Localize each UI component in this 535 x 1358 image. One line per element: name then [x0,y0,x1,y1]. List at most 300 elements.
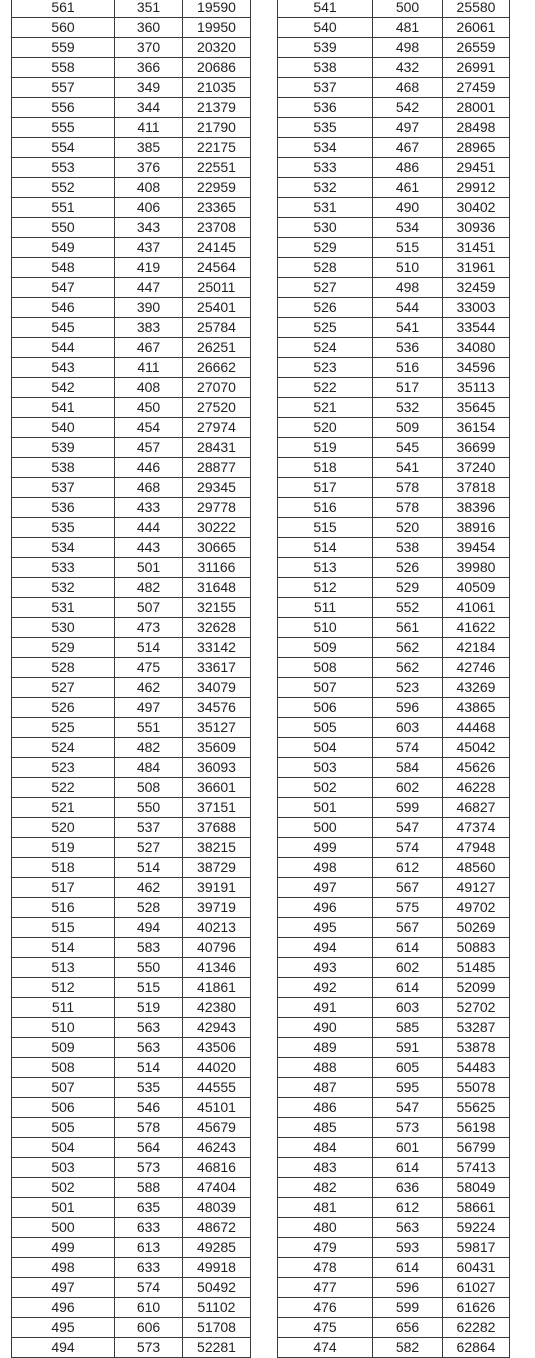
right-count-cell: 578 [373,478,443,498]
left-score-cell: 516 [12,898,115,918]
right-count-cell: 591 [373,1038,443,1058]
left-cumulative-cell: 27520 [183,398,251,418]
right-cumulative-cell: 50883 [443,938,510,958]
table-row [278,1038,510,1058]
table-row [278,478,510,498]
right-cumulative-cell: 48560 [443,858,510,878]
right-count-cell: 562 [373,658,443,678]
left-count-cell: 583 [115,938,183,958]
table-row [278,498,510,518]
right-count-cell: 467 [373,138,443,158]
right-cumulative-cell: 59224 [443,1218,510,1238]
right-count-cell: 562 [373,638,443,658]
left-cumulative-cell: 39191 [183,878,251,898]
table-row [278,1318,510,1338]
right-score-cell: 479 [278,1238,373,1258]
right-score-cell: 540 [278,18,373,38]
left-count-cell: 343 [115,218,183,238]
table-row [278,958,510,978]
table-row [12,18,251,38]
right-cumulative-cell: 30402 [443,198,510,218]
left-cumulative-cell: 24145 [183,238,251,258]
left-count-cell: 419 [115,258,183,278]
score-table-right-body [278,0,510,1358]
table-row [278,918,510,938]
left-score-cell: 541 [12,398,115,418]
right-score-cell: 482 [278,1178,373,1198]
right-cumulative-cell: 31961 [443,258,510,278]
right-cumulative-cell: 38916 [443,518,510,538]
left-score-cell: 560 [12,18,115,38]
left-score-cell: 557 [12,78,115,98]
left-count-cell: 610 [115,1298,183,1318]
left-score-cell: 523 [12,758,115,778]
left-cumulative-cell: 40213 [183,918,251,938]
right-count-cell: 498 [373,38,443,58]
left-cumulative-cell: 27974 [183,418,251,438]
left-cumulative-cell: 28431 [183,438,251,458]
left-count-cell: 351 [115,0,183,18]
left-count-cell: 514 [115,1058,183,1078]
left-score-cell: 538 [12,458,115,478]
right-score-cell: 513 [278,558,373,578]
left-score-cell: 535 [12,518,115,538]
right-score-cell: 504 [278,738,373,758]
table-row [278,278,510,298]
left-count-cell: 482 [115,578,183,598]
left-score-cell: 530 [12,618,115,638]
right-cumulative-cell: 42184 [443,638,510,658]
left-cumulative-cell: 48039 [183,1198,251,1218]
right-count-cell: 599 [373,798,443,818]
right-count-cell: 574 [373,738,443,758]
table-row [12,958,251,978]
left-count-cell: 497 [115,698,183,718]
left-score-cell: 517 [12,878,115,898]
right-count-cell: 603 [373,718,443,738]
left-cumulative-cell: 48672 [183,1218,251,1238]
left-count-cell: 454 [115,418,183,438]
left-score-cell: 552 [12,178,115,198]
left-count-cell: 450 [115,398,183,418]
table-row [12,398,251,418]
left-count-cell: 563 [115,1038,183,1058]
left-count-cell: 633 [115,1218,183,1238]
right-cumulative-cell: 26061 [443,18,510,38]
left-cumulative-cell: 37688 [183,818,251,838]
table-row [278,1158,510,1178]
left-cumulative-cell: 31648 [183,578,251,598]
left-cumulative-cell: 22959 [183,178,251,198]
left-cumulative-cell: 41861 [183,978,251,998]
right-score-cell: 516 [278,498,373,518]
left-score-cell: 544 [12,338,115,358]
right-count-cell: 552 [373,598,443,618]
left-cumulative-cell: 44020 [183,1058,251,1078]
table-row [12,38,251,58]
right-score-cell: 507 [278,678,373,698]
left-count-cell: 606 [115,1318,183,1338]
right-cumulative-cell: 45626 [443,758,510,778]
right-score-cell: 491 [278,998,373,1018]
right-count-cell: 490 [373,198,443,218]
right-cumulative-cell: 35645 [443,398,510,418]
table-row [278,1138,510,1158]
right-cumulative-cell: 43269 [443,678,510,698]
left-count-cell: 514 [115,858,183,878]
table-row [12,618,251,638]
right-score-cell: 528 [278,258,373,278]
left-score-cell: 505 [12,1118,115,1138]
table-row [278,1238,510,1258]
left-count-cell: 408 [115,378,183,398]
right-count-cell: 510 [373,258,443,278]
table-row [12,0,251,18]
right-cumulative-cell: 35113 [443,378,510,398]
right-count-cell: 656 [373,1318,443,1338]
left-cumulative-cell: 26662 [183,358,251,378]
right-cumulative-cell: 34596 [443,358,510,378]
table-row [278,538,510,558]
left-count-cell: 507 [115,598,183,618]
right-score-cell: 484 [278,1138,373,1158]
right-cumulative-cell: 33544 [443,318,510,338]
table-row [12,338,251,358]
left-score-cell: 543 [12,358,115,378]
right-count-cell: 541 [373,318,443,338]
left-count-cell: 574 [115,1278,183,1298]
right-cumulative-cell: 40509 [443,578,510,598]
left-score-cell: 559 [12,38,115,58]
left-count-cell: 468 [115,478,183,498]
left-cumulative-cell: 38215 [183,838,251,858]
left-cumulative-cell: 37151 [183,798,251,818]
right-count-cell: 596 [373,698,443,718]
table-row [12,1298,251,1318]
right-count-cell: 593 [373,1238,443,1258]
table-row [12,738,251,758]
left-cumulative-cell: 34079 [183,678,251,698]
left-cumulative-cell: 42943 [183,1018,251,1038]
right-cumulative-cell: 46228 [443,778,510,798]
right-count-cell: 612 [373,858,443,878]
right-count-cell: 541 [373,458,443,478]
left-score-cell: 553 [12,158,115,178]
left-cumulative-cell: 42380 [183,998,251,1018]
left-cumulative-cell: 28877 [183,458,251,478]
left-count-cell: 408 [115,178,183,198]
table-row [12,1318,251,1338]
table-row [278,178,510,198]
table-row [278,698,510,718]
left-score-cell: 551 [12,198,115,218]
table-row [12,598,251,618]
left-cumulative-cell: 36093 [183,758,251,778]
right-score-cell: 510 [278,618,373,638]
left-count-cell: 390 [115,298,183,318]
left-count-cell: 508 [115,778,183,798]
table-row [12,1238,251,1258]
left-score-cell: 529 [12,638,115,658]
table-row [278,1118,510,1138]
right-cumulative-cell: 36699 [443,438,510,458]
right-cumulative-cell: 57413 [443,1158,510,1178]
right-score-cell: 509 [278,638,373,658]
right-count-cell: 509 [373,418,443,438]
right-cumulative-cell: 46827 [443,798,510,818]
left-score-cell: 498 [12,1258,115,1278]
right-cumulative-cell: 34080 [443,338,510,358]
left-cumulative-cell: 41346 [183,958,251,978]
right-score-cell: 526 [278,298,373,318]
left-count-cell: 633 [115,1258,183,1278]
table-row [12,1258,251,1278]
left-score-cell: 528 [12,658,115,678]
left-cumulative-cell: 51708 [183,1318,251,1338]
left-count-cell: 484 [115,758,183,778]
right-score-cell: 503 [278,758,373,778]
right-cumulative-cell: 52702 [443,998,510,1018]
left-count-cell: 443 [115,538,183,558]
left-count-cell: 519 [115,998,183,1018]
table-row [12,1218,251,1238]
table-row [12,138,251,158]
table-row [278,398,510,418]
table-row [278,38,510,58]
left-count-cell: 406 [115,198,183,218]
table-row [278,198,510,218]
right-count-cell: 515 [373,238,443,258]
left-cumulative-cell: 47404 [183,1178,251,1198]
right-cumulative-cell: 41061 [443,598,510,618]
right-score-cell: 511 [278,598,373,618]
left-count-cell: 462 [115,878,183,898]
left-cumulative-cell: 27070 [183,378,251,398]
table-row [278,618,510,638]
right-score-cell: 501 [278,798,373,818]
left-score-cell: 540 [12,418,115,438]
table-row [12,678,251,698]
table-row [12,638,251,658]
left-cumulative-cell: 21379 [183,98,251,118]
right-count-cell: 595 [373,1078,443,1098]
left-score-cell: 524 [12,738,115,758]
right-cumulative-cell: 53287 [443,1018,510,1038]
table-row [278,778,510,798]
right-score-cell: 518 [278,458,373,478]
right-cumulative-cell: 27459 [443,78,510,98]
left-count-cell: 433 [115,498,183,518]
right-cumulative-cell: 58661 [443,1198,510,1218]
right-score-cell: 474 [278,1338,373,1358]
left-score-cell: 513 [12,958,115,978]
right-score-cell: 514 [278,538,373,558]
right-score-cell: 492 [278,978,373,998]
left-cumulative-cell: 44555 [183,1078,251,1098]
right-cumulative-cell: 37240 [443,458,510,478]
right-score-cell: 508 [278,658,373,678]
table-row [278,378,510,398]
table-row [12,258,251,278]
left-count-cell: 527 [115,838,183,858]
table-row [278,858,510,878]
table-row [12,1058,251,1078]
table-row [12,58,251,78]
left-cumulative-cell: 21035 [183,78,251,98]
table-row [278,1178,510,1198]
right-score-cell: 512 [278,578,373,598]
right-count-cell: 538 [373,538,443,558]
right-cumulative-cell: 32459 [443,278,510,298]
left-cumulative-cell: 24564 [183,258,251,278]
right-score-cell: 488 [278,1058,373,1078]
left-cumulative-cell: 43506 [183,1038,251,1058]
right-cumulative-cell: 31451 [443,238,510,258]
right-score-cell: 532 [278,178,373,198]
table-row [12,978,251,998]
left-count-cell: 528 [115,898,183,918]
right-count-cell: 602 [373,958,443,978]
left-cumulative-cell: 30222 [183,518,251,538]
right-count-cell: 602 [373,778,443,798]
table-row [278,1218,510,1238]
left-score-cell: 507 [12,1078,115,1098]
right-count-cell: 596 [373,1278,443,1298]
left-score-cell: 556 [12,98,115,118]
left-score-cell: 545 [12,318,115,338]
table-row [12,538,251,558]
right-count-cell: 574 [373,838,443,858]
right-count-cell: 542 [373,98,443,118]
right-score-cell: 529 [278,238,373,258]
right-count-cell: 563 [373,1218,443,1238]
right-score-cell: 524 [278,338,373,358]
right-cumulative-cell: 61027 [443,1278,510,1298]
right-score-cell: 498 [278,858,373,878]
left-count-cell: 366 [115,58,183,78]
right-cumulative-cell: 56799 [443,1138,510,1158]
right-score-cell: 495 [278,918,373,938]
right-score-cell: 533 [278,158,373,178]
table-row [12,838,251,858]
left-score-cell: 537 [12,478,115,498]
left-count-cell: 501 [115,558,183,578]
right-score-cell: 536 [278,98,373,118]
table-row [12,478,251,498]
left-count-cell: 635 [115,1198,183,1218]
table-row [278,878,510,898]
left-count-cell: 360 [115,18,183,38]
right-cumulative-cell: 36154 [443,418,510,438]
left-cumulative-cell: 23365 [183,198,251,218]
table-row [12,358,251,378]
left-count-cell: 535 [115,1078,183,1098]
right-count-cell: 468 [373,78,443,98]
left-score-cell: 539 [12,438,115,458]
left-cumulative-cell: 20686 [183,58,251,78]
left-count-cell: 376 [115,158,183,178]
right-cumulative-cell: 62282 [443,1318,510,1338]
left-cumulative-cell: 50492 [183,1278,251,1298]
right-score-cell: 537 [278,78,373,98]
table-row [278,718,510,738]
table-row [12,1098,251,1118]
right-count-cell: 599 [373,1298,443,1318]
right-score-cell: 496 [278,898,373,918]
left-cumulative-cell: 46816 [183,1158,251,1178]
table-row [12,158,251,178]
right-count-cell: 516 [373,358,443,378]
left-score-cell: 510 [12,1018,115,1038]
right-cumulative-cell: 28498 [443,118,510,138]
left-score-cell: 495 [12,1318,115,1338]
right-count-cell: 534 [373,218,443,238]
right-cumulative-cell: 55078 [443,1078,510,1098]
right-cumulative-cell: 39454 [443,538,510,558]
left-cumulative-cell: 23708 [183,218,251,238]
left-score-cell: 526 [12,698,115,718]
table-row [278,1098,510,1118]
right-count-cell: 561 [373,618,443,638]
left-cumulative-cell: 32155 [183,598,251,618]
right-cumulative-cell: 61626 [443,1298,510,1318]
table-row [12,1078,251,1098]
left-cumulative-cell: 51102 [183,1298,251,1318]
right-cumulative-cell: 28965 [443,138,510,158]
left-cumulative-cell: 19590 [183,0,251,18]
right-count-cell: 567 [373,918,443,938]
table-row [278,218,510,238]
right-count-cell: 500 [373,0,443,18]
left-score-cell: 499 [12,1238,115,1258]
left-score-cell: 520 [12,818,115,838]
table-row [278,558,510,578]
right-cumulative-cell: 51485 [443,958,510,978]
right-score-cell: 500 [278,818,373,838]
table-row [12,298,251,318]
right-cumulative-cell: 52099 [443,978,510,998]
right-score-cell: 477 [278,1278,373,1298]
left-cumulative-cell: 35609 [183,738,251,758]
table-row [12,78,251,98]
right-cumulative-cell: 25580 [443,0,510,18]
left-cumulative-cell: 46243 [183,1138,251,1158]
right-cumulative-cell: 29451 [443,158,510,178]
right-count-cell: 536 [373,338,443,358]
right-count-cell: 567 [373,878,443,898]
table-row [278,1298,510,1318]
right-count-cell: 614 [373,1258,443,1278]
score-table-right [277,0,510,1358]
left-cumulative-cell: 33142 [183,638,251,658]
table-row [278,78,510,98]
table-row [278,678,510,698]
right-score-cell: 497 [278,878,373,898]
right-score-cell: 487 [278,1078,373,1098]
table-row [278,158,510,178]
table-row [12,698,251,718]
right-score-cell: 519 [278,438,373,458]
right-cumulative-cell: 59817 [443,1238,510,1258]
left-count-cell: 344 [115,98,183,118]
table-row [12,438,251,458]
table-row [12,758,251,778]
table-row [278,898,510,918]
table-row [12,818,251,838]
table-row [278,738,510,758]
table-row [278,238,510,258]
right-cumulative-cell: 41622 [443,618,510,638]
